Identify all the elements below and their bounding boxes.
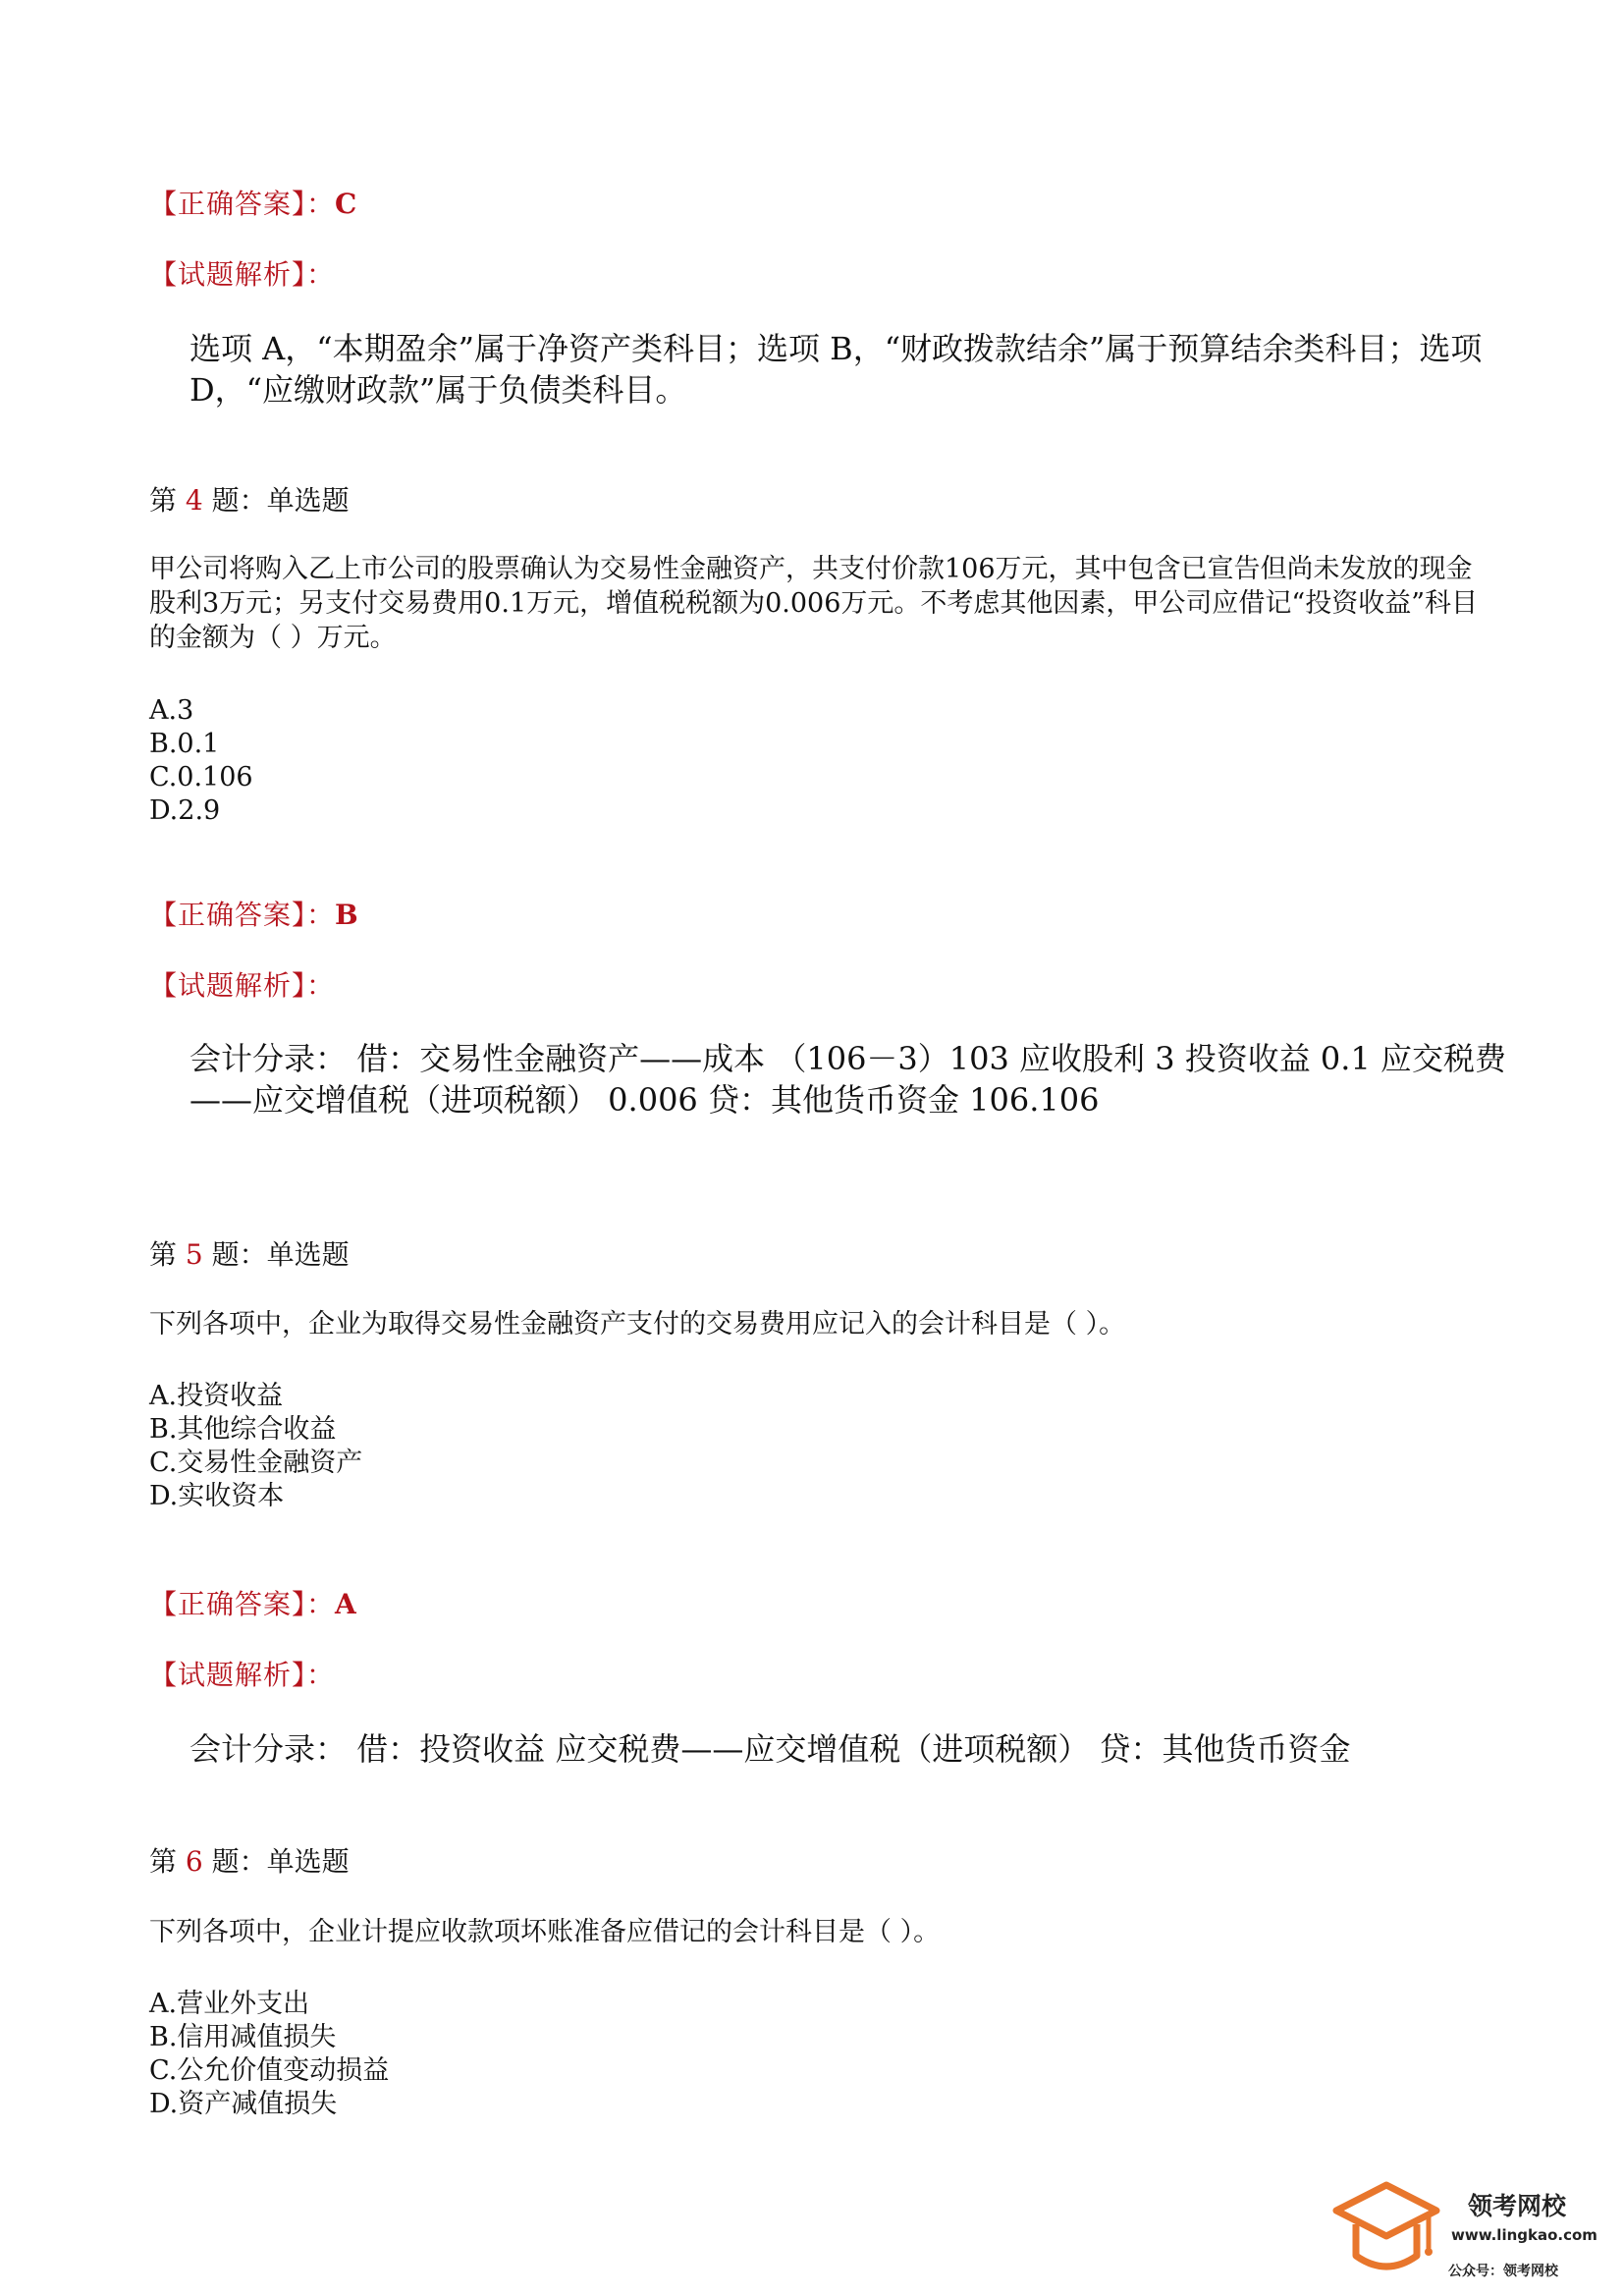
footer-logo <box>1330 2175 1605 2293</box>
answer-value: C <box>335 188 358 220</box>
option-a: A.投资收益 <box>149 1381 284 1411</box>
q4-analysis-label: 【试题解析】： <box>149 969 336 1002</box>
brand-wechat: 公众号：领考网校 <box>1448 2264 1558 2279</box>
answer-label: 【正确答案】： <box>149 899 336 931</box>
q4-answer <box>149 894 359 933</box>
brand-name: 领考网校 <box>1468 2192 1567 2220</box>
q-header-prefix: 第 <box>149 484 178 517</box>
q6-header <box>149 1840 350 1880</box>
q5-stem: 下列各项中，企业为取得交易性金融资产支付的交易费用应记入的会计科目是（ ）。 <box>149 1309 1126 1339</box>
answer-label: 【正确答案】： <box>149 188 336 220</box>
q3-analysis-label: 【试题解析】： <box>149 258 336 291</box>
q-number: 6 <box>185 1845 203 1878</box>
q5-options <box>149 1380 362 1513</box>
option-b: B.其他综合收益 <box>149 1414 337 1445</box>
q4-analysis-text: 会计分录： 借：交易性金融资产——成本 （106－3）103 应收股利 3 投资收益 0.1 应交税费——应交增值税（进项税额） 0.006 贷：其他货币资金 106.106 <box>189 1040 1506 1119</box>
q5-answer <box>149 1583 357 1622</box>
q4-header <box>149 479 350 519</box>
q3-analysis-text: 选项 A，“本期盈余”属于净资产类科目；选项 B，“财政拨款结余”属于预算结余类科目；选项 D，“应缴财政款”属于负债类科目。 <box>189 330 1483 409</box>
graduation-cap-icon <box>1330 2175 1443 2293</box>
q-header-prefix: 第 <box>149 1845 178 1878</box>
option-c: C.交易性金融资产 <box>149 1448 363 1478</box>
option-a: A.3 <box>149 695 194 726</box>
q-number: 5 <box>185 1238 203 1271</box>
answer-value: B <box>335 899 359 931</box>
answer-label: 【正确答案】： <box>149 1588 336 1620</box>
q6-options <box>149 1988 389 2121</box>
q5-analysis-label: 【试题解析】： <box>149 1659 336 1691</box>
option-b: B.0.1 <box>149 729 220 759</box>
q-header-suffix: 题：单选题 <box>211 1238 350 1271</box>
q4-options <box>149 694 253 828</box>
option-a: A.营业外支出 <box>149 1989 310 2019</box>
q-header-prefix: 第 <box>149 1238 178 1271</box>
q3-answer <box>149 183 357 222</box>
q-header-suffix: 题：单选题 <box>211 1845 350 1878</box>
q6-stem: 下列各项中，企业计提应收款项坏账准备应借记的会计科目是（ ）。 <box>149 1917 941 1947</box>
q4-stem: 甲公司将购入乙上市公司的股票确认为交易性金融资产，共支付价款106万元，其中包含已宣告但尚未发放的现金股利3万元；另支付交易费用0.1万元，增值税税额为0.006万元。不考虑其他因素，甲公司应借记“投资收益”科目的金额为（ ）万元。 <box>149 554 1479 653</box>
q-header-suffix: 题：单选题 <box>211 484 350 517</box>
q-number: 4 <box>185 484 203 517</box>
option-d: D.资产减值损失 <box>149 2089 338 2119</box>
answer-value: A <box>335 1588 357 1620</box>
option-c: C.0.106 <box>149 762 253 793</box>
q5-header <box>149 1233 350 1273</box>
option-b: B.信用减值损失 <box>149 2022 337 2052</box>
option-c: C.公允价值变动损益 <box>149 2055 390 2086</box>
brand-url[interactable]: www.lingkao.com <box>1451 2226 1597 2244</box>
option-d: D.2.9 <box>149 795 221 826</box>
option-d: D.实收资本 <box>149 1481 285 1511</box>
q5-analysis-text: 会计分录： 借：投资收益 应交税费——应交增值税（进项税额） 贷：其他货币资金 <box>189 1730 1351 1768</box>
